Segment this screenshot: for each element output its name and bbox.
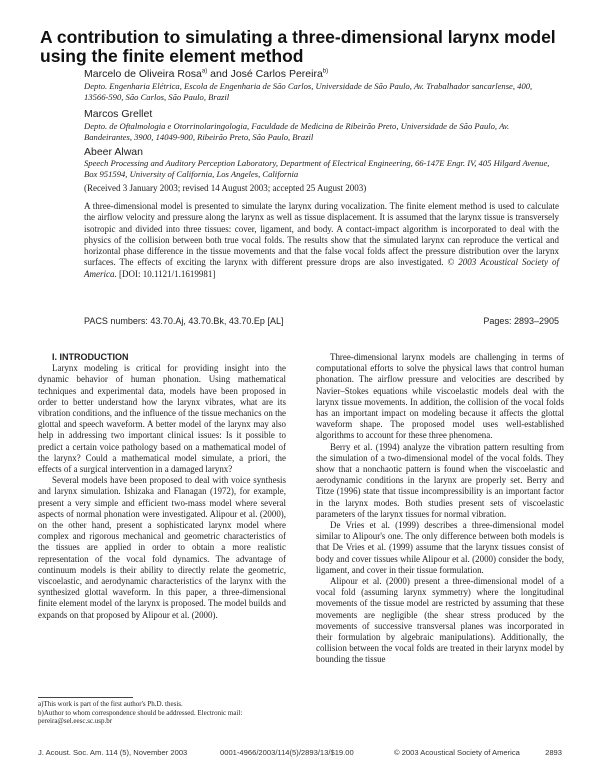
- right-column: [316, 352, 564, 666]
- abstract: [84, 201, 559, 280]
- coauthor-footnote-marker: b): [322, 68, 329, 75]
- paragraph: Several models have been proposed to deal with voice synthesis and larynx simulation. Ishizaka and Flanagan (1972), for example, present a very simple and efficient two-mass model where several aspects of normal phonation were investigated. Alipour et al. (2000), on the other hand, present a sophisticated larynx model where complex and rigorous mechanical and geometric characteristics of the tissues are applied in order to obtain a more realistic representation of the vocal fold dynamics. The advantage of continuum models is their ability to directly relate the geometric, viscoelastic, and aerodynamic characteristics of the larynx with the synthesized glottal waveform. In this paper, a three-dimensional finite element model of the larynx is proposed. The model builds and expands on that proposed by Alipour et al. (2000).: [38, 475, 286, 620]
- paragraph: Larynx modeling is critical for providing insight into the dynamic behavior of human phonation. Using mathematical techniques and experimental data, models have been proposed in order to better understand how the larynx vibrates, what are its vibration conditions, and the influence of the tissue mechanics on the glottal and speech waveform. A better model of the larynx may also help in addressing two important clinical issues: Is it possible to predict a certain voice pathology based on a mathematical model of the larynx? Could a mathematical model simulate, a priori, the effects of a surgical intervention in a damaged larynx?: [38, 363, 286, 475]
- left-column: [38, 352, 286, 621]
- author-line-1: [84, 68, 328, 80]
- article-title: A contribution to simulating a three-dimensional larynx model using the finite element method: [40, 27, 556, 66]
- section-heading: I. INTRODUCTION: [52, 352, 129, 362]
- affiliation-3: Speech Processing and Auditory Perception Laboratory, Department of Electrical Engineering, 66-147E Engr. IV, 405 Hilgard Avenue, Box 951594, University of California, Los Angeles, California: [84, 158, 550, 179]
- paragraph: Alipour et al. (2000) present a three-dimensional model of a vocal fold (assuming larynx symmetry) where the longitudinal movements of the tissue model are restricted by assuming that these movements are negligible (the shear stress produced by the movements of successive transversal planes was incorporated in their formulation by algebraic manipulations). Additionally, the collision between the vocal folds are treated in their larynx model by bounding the tissue: [316, 576, 564, 665]
- footnote: a)This work is part of the first author's Ph.D. thesis.: [38, 700, 183, 708]
- footnote-divider: [38, 697, 133, 698]
- footnote: b)Author to whom correspondence should be addressed. Electronic mail: pereira@sel.eesc.sc.usp.br: [38, 708, 243, 725]
- abstract-copyright: 2003 Acoustical Society of America.: [84, 257, 559, 279]
- footer-page-number: 2893: [545, 748, 562, 757]
- affiliation-2: Depto. de Oftalmologia e Otorrinolaringologia, Faculdade de Medicina de Ribeirão Preto, Universidade de São Paulo, Av. Bandeirantes, 3900, 14049-900, Ribeirão Preto, São Paulo, Brazil: [84, 121, 510, 142]
- footer-journal-reference: J. Acoust. Soc. Am. 114 (5), November 2003: [38, 748, 188, 757]
- author-name: Marcelo de Oliveira Rosa: [84, 68, 202, 80]
- author-line-2: Marcos Grellet: [84, 108, 153, 120]
- footer-copyright: © 2003 Acoustical Society of America: [394, 748, 520, 757]
- doi: [DOI: 10.1121/1.1619981]: [119, 268, 216, 279]
- affiliation-1: Depto. Engenharia Elétrica, Escola de Engenharia de São Carlos, Universidade de São Paulo, Av. Trabalhador sancarlense, 400, 13566-590, São Carlos, São Paulo, Brazil: [84, 81, 533, 102]
- footer-issn: 0001-4966/2003/114(5)/2893/13/$19.00: [220, 748, 354, 757]
- author-footnote-marker: a): [201, 68, 208, 75]
- pacs-numbers: PACS numbers: 43.70.Aj, 43.70.Bk, 43.70.Ep [AL]: [84, 316, 284, 326]
- paragraph: Three-dimensional larynx models are challenging in terms of computational efforts to solve the physical laws that control human phonation. The airflow pressure and velocities are described by Navier–Stokes equations while viscoelastic models deal with the larynx tissue movements. In addition, the collision of the vocal folds has an important impact on modeling because it affects the glottal waveform shape. The proposed model uses well-established algorithms to account for these three phenomena.: [316, 352, 564, 441]
- paragraph: Berry et al. (1994) analyze the vibration pattern resulting from the simulation of a two-dimensional model of the vocal folds. They show that a nonchaotic pattern is found when the viscoelastic and aerodynamic conditions in the larynx are properly set. Berry and Titze (1996) state that tissue incompressibility is an important factor in the larynx modes. Both studies present sets of viscoelastic parameters of the larynx tissues for normal vibration.: [316, 441, 564, 519]
- footnotes: [38, 700, 286, 726]
- page-footer: [38, 748, 562, 760]
- received-dates: (Received 3 January 2003; revised 14 August 2003; accepted 25 August 2003): [84, 183, 367, 193]
- paragraph: De Vries et al. (1999) describes a three-dimensional model similar to Alipour's one. The only difference between both models is that De Vries et al. (1999) assume that the larynx tissues consist of body and cover tissues while Alipour et al. (2000) consider the body, ligament, and cover in their tissue formulation.: [316, 520, 564, 575]
- page-range: Pages: 2893–2905: [483, 316, 559, 326]
- author-line-3: Abeer Alwan: [84, 146, 143, 158]
- abstract-text: A three-dimensional model is presented to simulate the larynx during vocalization. The finite element method is used to calculate the airflow velocity and pressure along the larynx as well as tissue displacement. It is assumed that the larynx tissue is transversely isotropic and divided into three tissues: cover, ligament, and body. A contact-impact algorithm is incorporated to deal with the physics of the collision between both true vocal folds. The results show that the simulated larynx can reproduce the vertical and horizontal phase difference in the tissue movements and that the false vocal folds affect the pressure distribution over the larynx surfaces. The effects of exciting the larynx with different pressure drops are also investigated. ©: [84, 201, 559, 268]
- coauthor-name: and José Carlos Pereira: [207, 68, 323, 80]
